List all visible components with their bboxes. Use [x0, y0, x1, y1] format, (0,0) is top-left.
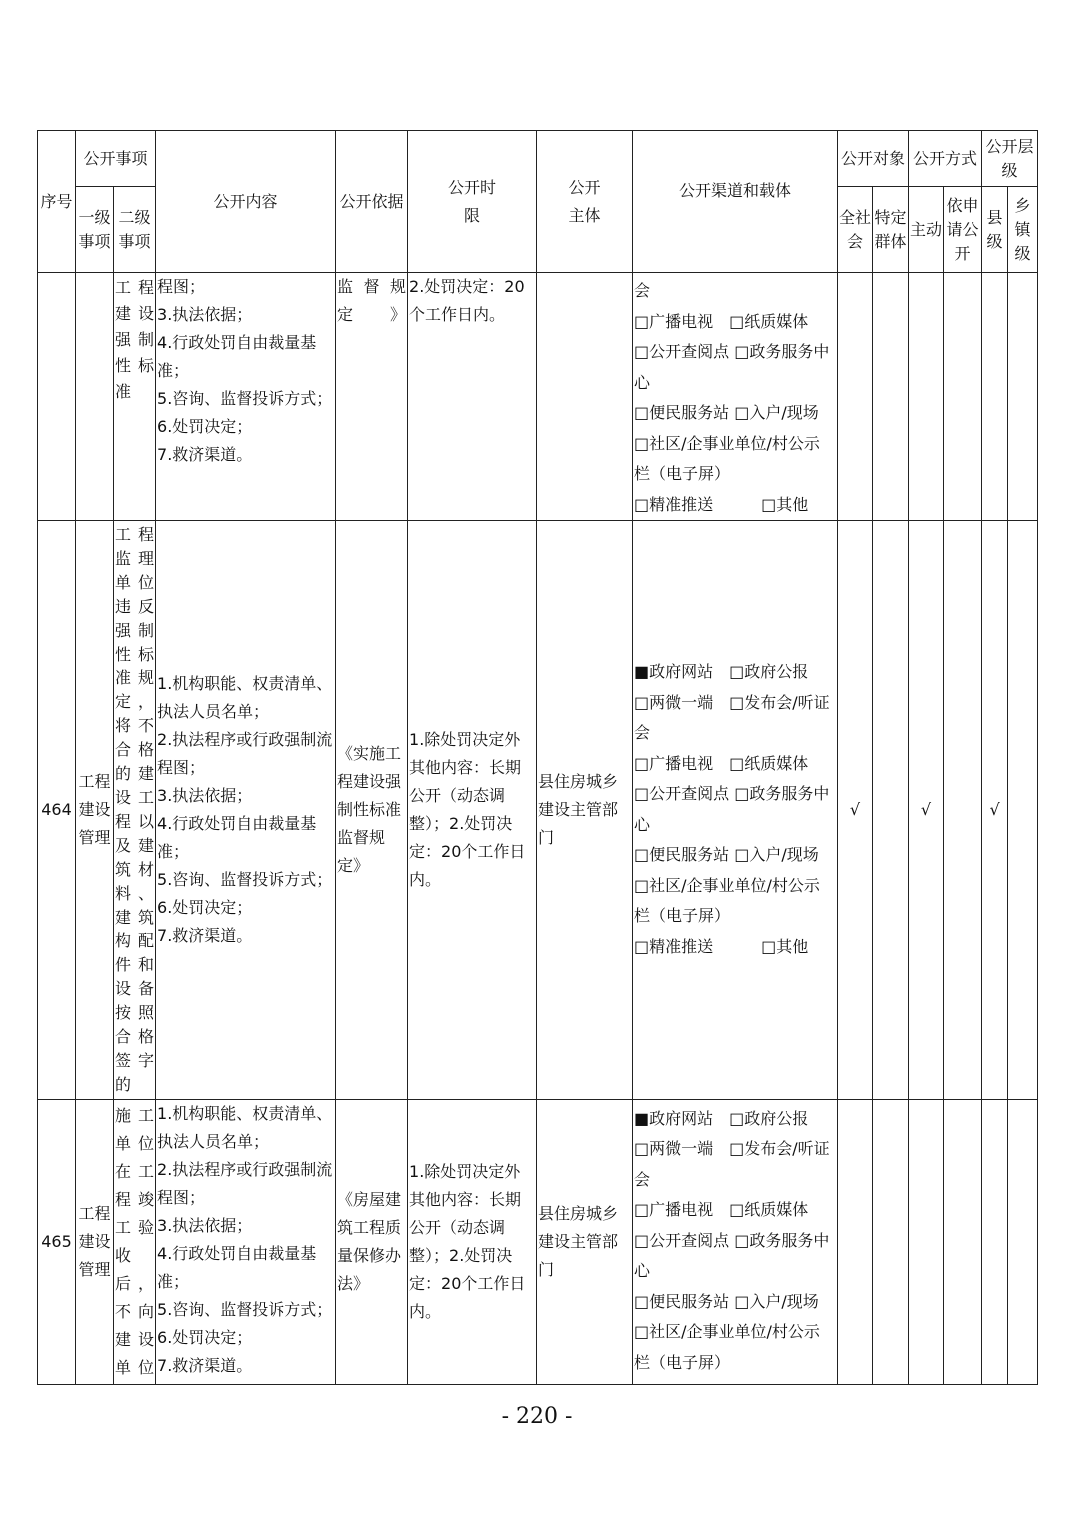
cell-town — [1008, 521, 1038, 1100]
cell-town — [1008, 1099, 1038, 1384]
cell-level2: 施工单位在工程竣工验收后，不向建设单位 — [114, 1099, 156, 1384]
line-item: 1.机构职能、权责清单、执法人员名单； — [157, 1103, 333, 1151]
table-row — [38, 521, 1038, 1100]
table-row — [38, 273, 1038, 521]
cell-apply — [944, 1099, 982, 1384]
cell-content — [156, 521, 336, 1100]
cell-time: 2.处罚决定：20个工作日内。 — [408, 273, 537, 521]
cell-apply — [944, 273, 982, 521]
line-item: 4.行政处罚自由裁量基准； — [157, 813, 317, 861]
cell-basis: 《实施工程建设强制性标准监督规定》 — [336, 521, 408, 1100]
cell-seq: 465 — [38, 1099, 76, 1384]
line-item: 会 — [634, 281, 651, 300]
cell-county: √ — [982, 521, 1008, 1100]
header-seq: 序号 — [38, 131, 76, 273]
cell-town — [1008, 273, 1038, 521]
line-item: 栏（电子屏） — [634, 1352, 731, 1372]
header-method-active: 主动 — [909, 187, 944, 273]
disclosure-table — [37, 130, 1038, 1385]
line-item: 程图； — [157, 277, 206, 296]
line-item: 栏（电子屏） — [634, 464, 731, 483]
cell-group — [873, 1099, 909, 1384]
line-item: 6.处罚决定； — [157, 1327, 253, 1347]
header-method: 公开方式 — [909, 131, 982, 187]
cell-county — [982, 273, 1008, 521]
header-tier-county: 县级 — [982, 187, 1008, 273]
line-item: 2.执法程序或行政强制流程图； — [157, 1159, 333, 1207]
header-items: 公开事项 — [76, 131, 156, 187]
line-item: □广播电视 □纸质媒体 — [634, 1200, 809, 1220]
line-item: 4.行政处罚自由裁量基准； — [157, 333, 317, 380]
line-item: □社区/企事业单位/村公示 — [634, 1322, 820, 1342]
line-item: 3.执法依据； — [157, 785, 253, 805]
line-item: ■政府网站 □政府公报 — [634, 1108, 809, 1128]
line-item: 4.行政处罚自由裁量基准； — [157, 1243, 317, 1291]
line-item: □两微一端 □发布会/听证 — [634, 692, 830, 712]
table-row — [38, 1099, 1038, 1384]
cell-seq — [38, 273, 76, 521]
header-content: 公开内容 — [156, 131, 336, 273]
header-target: 公开对象 — [838, 131, 909, 187]
cell-level2: 工程监理单位违反强制性标准规定，将不合格的建设工程以及建筑材料、建筑构配件和设备按照合格签字的 — [114, 521, 156, 1100]
line-item: □两微一端 □发布会/听证 — [634, 1139, 830, 1159]
line-item: □精准推送 □其他 — [634, 494, 809, 514]
cell-content — [156, 1099, 336, 1384]
line-item: □广播电视 □纸质媒体 — [634, 753, 809, 773]
header-method-apply: 依申请公开 — [944, 187, 982, 273]
cell-content — [156, 273, 336, 521]
cell-level2: 工程建设强制性标准 — [114, 273, 156, 521]
line-item: 会 — [634, 723, 651, 743]
line-item: □便民服务站 □入户/现场 — [634, 403, 819, 422]
cell-group — [873, 273, 909, 521]
cell-subject: 县住房城乡建设主管部门 — [537, 1099, 633, 1384]
line-item: 6.处罚决定； — [157, 897, 253, 917]
line-item: 6.处罚决定； — [157, 417, 253, 436]
cell-basis: 监督规定》 — [336, 273, 408, 521]
line-item: 会 — [634, 1169, 651, 1189]
header-target-all: 全社会 — [838, 187, 873, 273]
header-time: 公开时限 — [408, 131, 537, 273]
cell-level1 — [76, 273, 114, 521]
line-item: □广播电视 □纸质媒体 — [634, 311, 809, 331]
line-item: 5.咨询、监督投诉方式； — [157, 1299, 333, 1319]
line-item: □公开查阅点 □政务服务中 — [634, 784, 830, 804]
line-item: □公开查阅点 □政务服务中 — [634, 1230, 830, 1250]
header-channel: 公开渠道和载体 — [633, 131, 838, 273]
line-item: 心 — [634, 372, 651, 392]
line-item: 5.咨询、监督投诉方式； — [157, 389, 333, 408]
cell-all: √ — [838, 521, 873, 1100]
header-basis: 公开依据 — [336, 131, 408, 273]
cell-subject — [537, 273, 633, 521]
line-item: 1.机构职能、权责清单、执法人员名单； — [157, 673, 333, 721]
cell-level1: 工程建设管理 — [76, 521, 114, 1100]
header-level2: 二级事项 — [114, 187, 156, 273]
line-item: 3.执法依据； — [157, 305, 253, 324]
header-target-group: 特定群体 — [873, 187, 909, 273]
cell-active — [909, 273, 944, 521]
line-item: 3.执法依据； — [157, 1215, 253, 1235]
header-tier: 公开层级 — [982, 131, 1038, 187]
cell-active — [909, 1099, 944, 1384]
cell-apply — [944, 521, 982, 1100]
header-tier-town: 乡镇级 — [1008, 187, 1038, 273]
line-item: 7.救济渠道。 — [157, 1355, 253, 1375]
cell-active: √ — [909, 521, 944, 1100]
line-item: □公开查阅点 □政务服务中 — [634, 342, 830, 361]
line-item: □社区/企事业单位/村公示 — [634, 433, 820, 453]
cell-channel — [633, 521, 838, 1100]
line-item: 2.执法程序或行政强制流程图； — [157, 729, 333, 777]
page-number: - 220 - — [501, 1404, 573, 1429]
line-item: □便民服务站 □入户/现场 — [634, 1291, 819, 1311]
cell-group — [873, 521, 909, 1100]
line-item: 7.救济渠道。 — [157, 445, 253, 464]
cell-county — [982, 1099, 1008, 1384]
cell-all — [838, 1099, 873, 1384]
line-item: 7.救济渠道。 — [157, 925, 253, 945]
line-item: □便民服务站 □入户/现场 — [634, 845, 819, 865]
cell-seq: 464 — [38, 521, 76, 1100]
line-item: 5.咨询、监督投诉方式； — [157, 869, 333, 889]
cell-basis: 《房屋建筑工程质量保修办法》 — [336, 1099, 408, 1384]
line-item: 心 — [634, 814, 651, 834]
cell-channel — [633, 273, 838, 521]
line-item: 栏（电子屏） — [634, 906, 731, 926]
cell-time: 1.除处罚决定外其他内容：长期公开（动态调整）；2.处罚决定：20个工作日内。 — [408, 521, 537, 1100]
header-subject: 公开主体 — [537, 131, 633, 273]
line-item: ■政府网站 □政府公报 — [634, 662, 809, 682]
cell-subject: 县住房城乡建设主管部门 — [537, 521, 633, 1100]
line-item: □社区/企事业单位/村公示 — [634, 875, 820, 895]
line-item: □精准推送 □其他 — [634, 936, 809, 956]
cell-channel — [633, 1099, 838, 1384]
cell-level1: 工程建设管理 — [76, 1099, 114, 1384]
header-level1: 一级事项 — [76, 187, 114, 273]
line-item: 心 — [634, 1261, 651, 1281]
cell-time: 1.除处罚决定外其他内容：长期公开（动态调整）；2.处罚决定：20个工作日内。 — [408, 1099, 537, 1384]
cell-all — [838, 273, 873, 521]
